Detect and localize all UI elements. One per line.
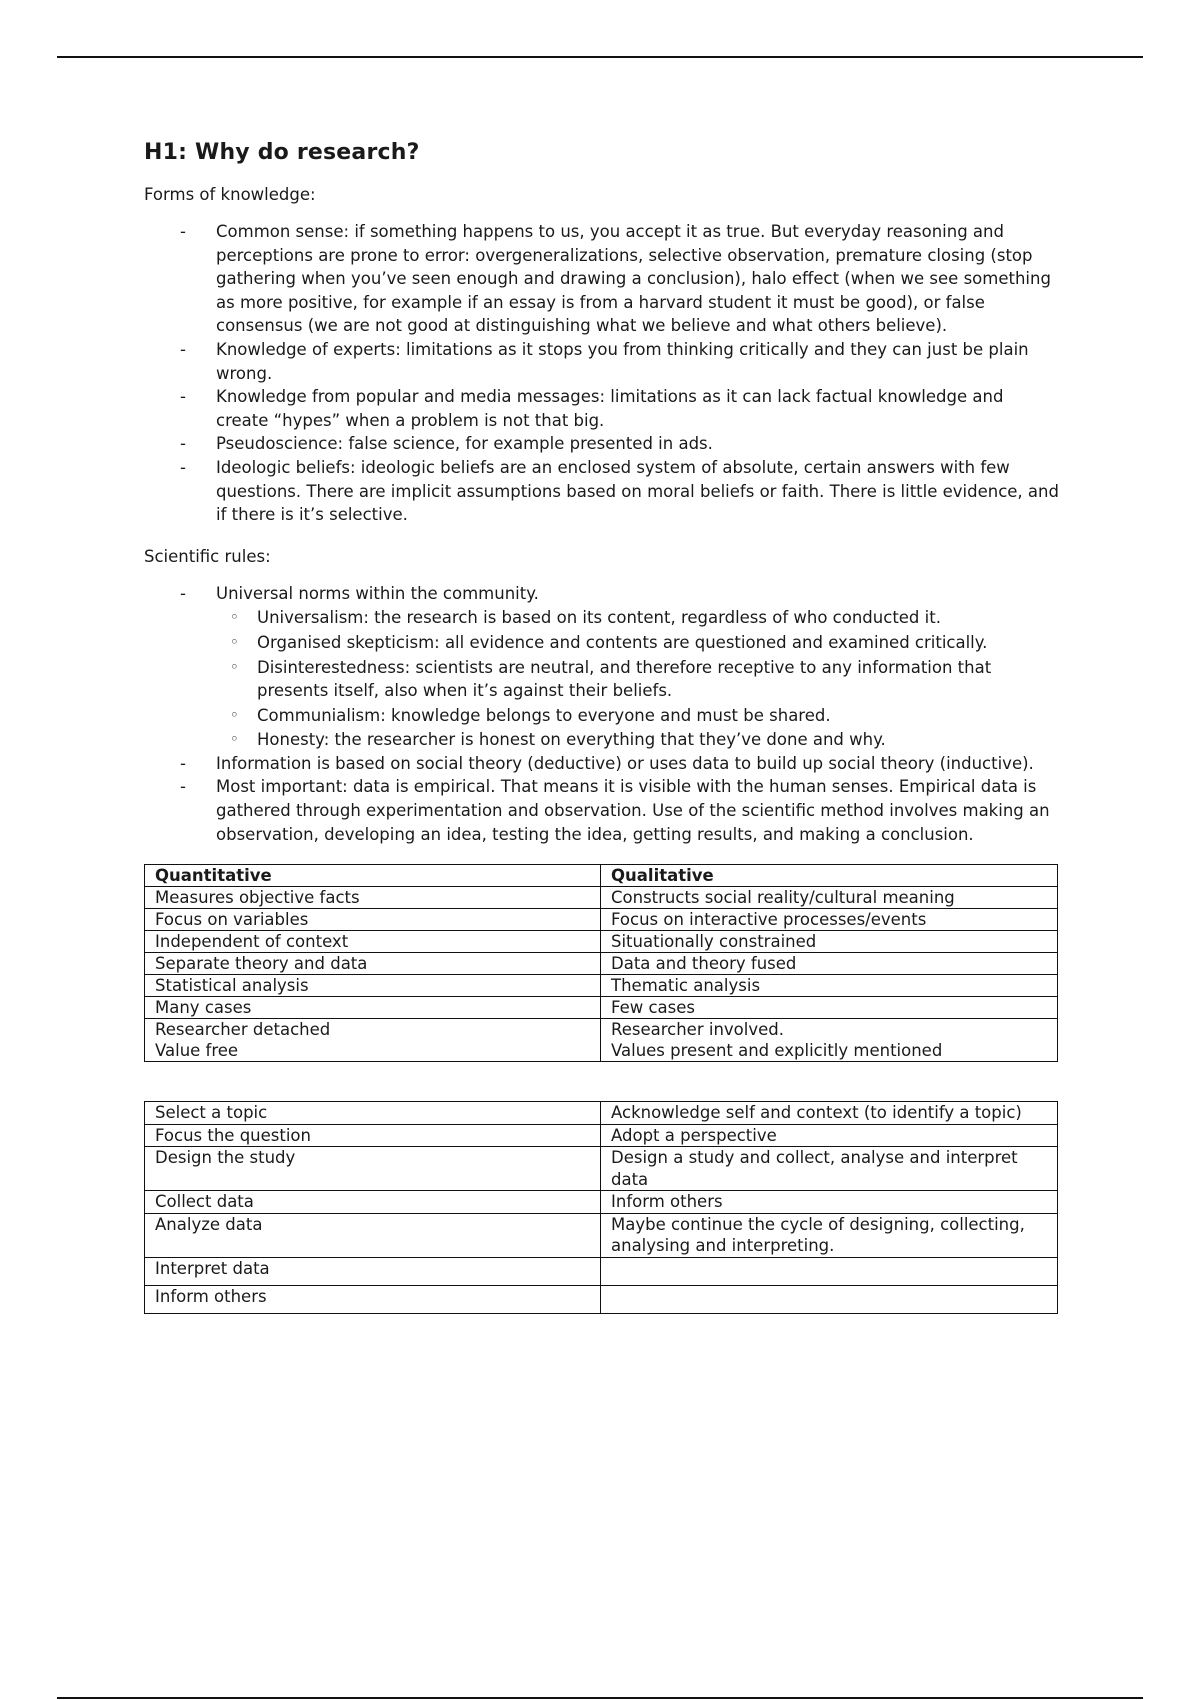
table-cell: Design the study — [145, 1147, 601, 1191]
table-cell: Value free — [145, 1040, 601, 1062]
table-row — [145, 887, 1058, 909]
page-title: H1: Why do research? — [144, 140, 420, 165]
table-header-row — [145, 865, 1058, 887]
table-cell: Focus on variables — [145, 909, 601, 931]
table-cell: Select a topic — [145, 1102, 601, 1125]
table-row — [145, 1019, 1058, 1041]
table-row — [145, 1040, 1058, 1062]
table-cell: Researcher involved. — [601, 1019, 1058, 1041]
table-row — [145, 975, 1058, 997]
table-cell: Statistical analysis — [145, 975, 601, 997]
table-cell: Inform others — [145, 1285, 601, 1313]
table-row — [145, 1102, 1058, 1125]
table-cell: Interpret data — [145, 1257, 601, 1285]
table-row — [145, 909, 1058, 931]
table-row — [145, 1285, 1058, 1313]
table-row — [145, 953, 1058, 975]
document-body — [144, 140, 1060, 1314]
sub-list-item: ◦ Organised skepticism: all evidence and contents are questioned and examined critically. — [257, 631, 1060, 655]
list-item: - Common sense: if something happens to us, you accept it as true. But everyday reasoning and perceptions are prone to error: overgeneralizations, selective observation, premature closing (stop gathering when you’ve seen enough and drawing a conclusion), halo effect (when we see something as more positive, for example if an essay is from a harvard student it must be good), or false consensus (we are not good at distinguishing what we believe and what others believe). — [216, 220, 1060, 338]
table-cell: Thematic analysis — [601, 975, 1058, 997]
norms-text: Universal norms within the community. — [216, 583, 539, 603]
table-cell: Constructs social reality/cultural meaning — [601, 887, 1058, 909]
table-row — [145, 931, 1058, 953]
list-item — [216, 582, 1060, 752]
list-item: - Most important: data is empirical. That means it is visible with the human senses. Empirical data is gathered through experimentation and observation. Use of the scientific method involves making an observation, developing an idea, testing the idea, getting results, and making a conclusion. — [216, 775, 1060, 846]
rules-intro: Scientific rules: — [144, 546, 271, 566]
list-item: - Ideologic beliefs: ideologic beliefs are an enclosed system of absolute, certain answers with few questions. There are implicit assumptions based on moral beliefs or faith. There is little evidence, and if there is it’s selective. — [216, 456, 1060, 527]
table-cell: Independent of context — [145, 931, 601, 953]
table-cell: Collect data — [145, 1191, 601, 1214]
table-cell: Data and theory fused — [601, 953, 1058, 975]
table-cell: Separate theory and data — [145, 953, 601, 975]
table-cell: Measures objective facts — [145, 887, 601, 909]
research-steps-table — [144, 1101, 1058, 1314]
norms-sublist — [216, 606, 1060, 752]
table-cell: Situationally constrained — [601, 931, 1058, 953]
table-cell: Researcher detached — [145, 1019, 601, 1041]
rules-list — [144, 582, 1060, 847]
table-cell: Analyze data — [145, 1213, 601, 1257]
table-row — [145, 1124, 1058, 1147]
list-item: - Knowledge of experts: limitations as it stops you from thinking critically and they can just be plain wrong. — [216, 338, 1060, 385]
table-cell: Values present and explicitly mentioned — [601, 1040, 1058, 1062]
table-cell: Acknowledge self and context (to identify a topic) — [601, 1102, 1058, 1125]
table-cell: Many cases — [145, 997, 601, 1019]
table-header-cell: Quantitative — [145, 865, 601, 887]
sub-list-item: ◦ Communialism: knowledge belongs to everyone and must be shared. — [257, 704, 1060, 728]
table-cell: Focus the question — [145, 1124, 601, 1147]
sub-list-item: ◦ Disinterestedness: scientists are neutral, and therefore receptive to any information that presents itself, also when it’s against their beliefs. — [257, 656, 1060, 703]
table-cell — [601, 1285, 1058, 1313]
table-cell: Inform others — [601, 1191, 1058, 1214]
table-cell — [601, 1257, 1058, 1285]
top-rule — [57, 56, 1143, 58]
table-cell: Design a study and collect, analyse and interpret data — [601, 1147, 1058, 1191]
table-header-cell: Qualitative — [601, 865, 1058, 887]
table-cell: Maybe continue the cycle of designing, collecting, analysing and interpreting. — [601, 1213, 1058, 1257]
list-item: - Pseudoscience: false science, for example presented in ads. — [216, 432, 1060, 456]
table-row — [145, 1147, 1058, 1191]
sub-list-item: ◦ Universalism: the research is based on its content, regardless of who conducted it. — [257, 606, 1060, 630]
table-row — [145, 1191, 1058, 1214]
forms-intro: Forms of knowledge: — [144, 185, 316, 204]
table-cell: Few cases — [601, 997, 1058, 1019]
table-cell: Adopt a perspective — [601, 1124, 1058, 1147]
bottom-rule — [57, 1697, 1143, 1699]
table-row — [145, 1257, 1058, 1285]
quant-qual-table — [144, 864, 1058, 1062]
list-item: - Information is based on social theory (deductive) or uses data to build up social theory (inductive). — [216, 752, 1060, 776]
table-row — [145, 997, 1058, 1019]
table-cell: Focus on interactive processes/events — [601, 909, 1058, 931]
table-row — [145, 1213, 1058, 1257]
sub-list-item: ◦ Honesty: the researcher is honest on everything that they’ve done and why. — [257, 728, 1060, 752]
forms-list — [144, 220, 1060, 527]
list-item: - Knowledge from popular and media messages: limitations as it can lack factual knowledge and create “hypes” when a problem is not that big. — [216, 385, 1060, 432]
